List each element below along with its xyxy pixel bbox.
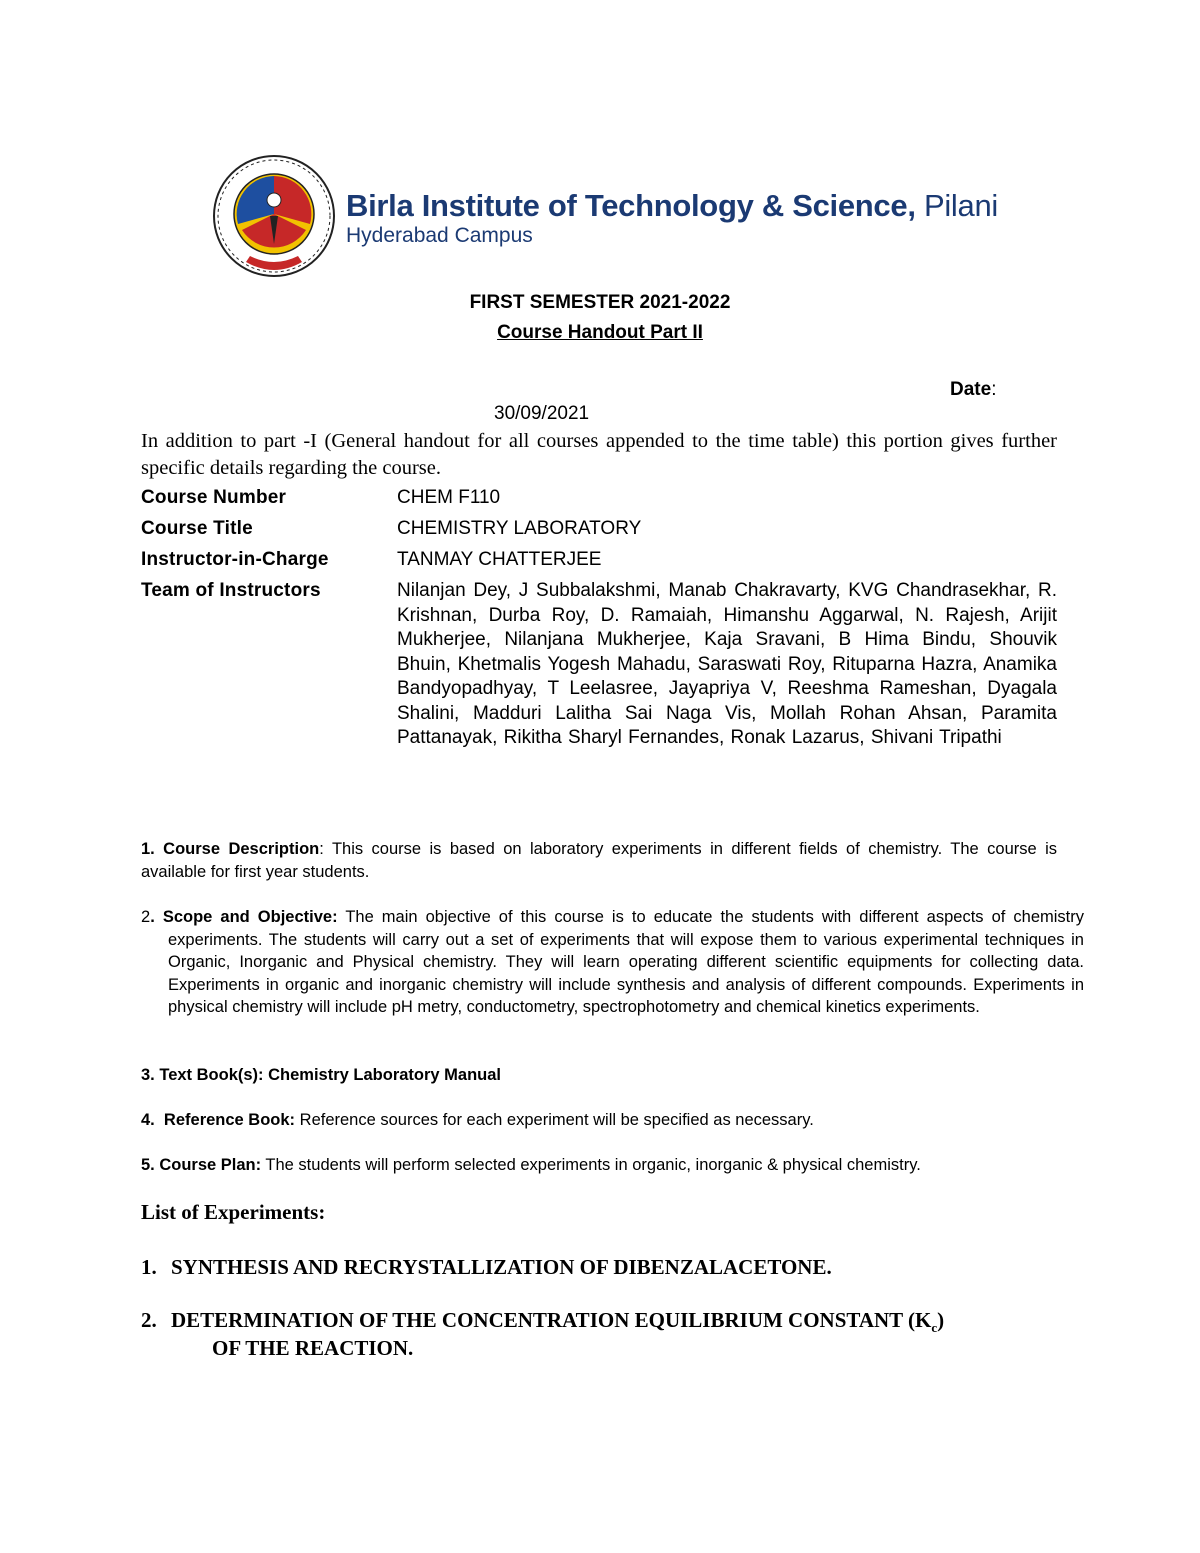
scope-and-objective: 2. Scope and Objective: The main objective of this course is to educate the students with different aspects of chemistry experiments. The students will carry out a set of experiments that will expose them to various experimental techniques in Organic, Inorganic and Physical chemistry. They will learn operating different scientific equipments for collecting data. Experiments in organic and inorganic chemistry will include synthesis and analysis of different compounds. Experiments in physical chemistry will include pH metry, conductometry, spectrophotometry and chemical kinetics experiments. (141, 908, 1084, 1016)
institute-city: Pilani (923, 188, 998, 223)
team-of-instructors-value: Nilanjan Dey, J Subbalakshmi, Manab Chakravarty, KVG Chandrasekhar, R. Krishnan, Durba Roy, D. Ramaiah, Himanshu Aggarwal, N. Rajesh, Arijit Mukherjee, Nilanjana Mukherjee, Kaja Sravani, B Hima Bindu, Shouvik Bhuin, Khetmalis Yogesh Mahadu, Saraswati Roy, Rituparna Hazra, Anamika Bandyopadhyay, T Leelasree, Jayapriya V, Reeshma Rameshan, Dyagala Shalini, Madduri Lalitha Sai Naga Vis, Mollah Rohan Ahsan, Paramita Pattanayak, Rikitha Sharyl Fernandes, Ronak Lazarus, Shivani Tripathi (397, 580, 1057, 748)
course-description-heading: 1. Course Description (141, 840, 320, 858)
experiment-item: 1. SYNTHESIS AND RECRYSTALLIZATION OF DIBENZALACETONE. (141, 1255, 832, 1279)
instructor-in-charge-value: TANMAY CHATTERJEE (397, 549, 602, 570)
date-label: Date: (950, 379, 997, 400)
experiment-item: 2. DETERMINATION OF THE CONCENTRATION EQUILIBRIUM CONSTANT $(K_c)$ (141, 1308, 945, 1336)
reference-book (141, 1109, 1057, 1132)
handout-title: Course Handout Part II (497, 322, 703, 343)
course-number-value: CHEM F110 (397, 487, 501, 508)
reference-book-text: Reference sources for each experiment will be specified as necessary. (295, 1111, 814, 1129)
scope-text: The main objective of this course is to educate the students with different aspects of chemistry experiments. The students will carry out a set of experiments that will expose them to various experimental techniques in Organic, Inorganic and Physical chemistry. They will learn operating different scientific equipments for collecting data. Experiments in organic and inorganic chemistry will include synthesis and analysis of different compounds. Experiments in physical chemistry will include pH metry, conductometry, spectrophotometry and chemical kinetics experiments. (168, 908, 1084, 1016)
institute-name: Birla Institute of Technology & Science, Pilani (346, 188, 998, 223)
course-title-value: CHEMISTRY LABORATORY (397, 518, 642, 539)
campus-name: Hyderabad Campus (346, 224, 533, 247)
course-number-label: Course Number (141, 487, 287, 508)
team-of-instructors-label: Team of Instructors (141, 580, 321, 601)
course-description-text: : This course is based on laboratory experiments in different fields of chemistry. The course is available for first year students. (141, 840, 1058, 881)
instructor-in-charge-label: Instructor-in-Charge (141, 549, 329, 570)
date-value: 30/09/2021 (494, 403, 590, 424)
course-plan (141, 1154, 1057, 1177)
course-title-label: Course Title (141, 518, 253, 539)
intro-paragraph: In addition to part -I (General handout for all courses appended to the time table) this portion gives further specific details regarding the course. (141, 430, 1057, 479)
text-books (141, 1064, 1057, 1087)
scope-heading: . Scope and Objective: (150, 908, 338, 926)
institute-logo (212, 148, 998, 290)
institute-seal-icon (212, 154, 336, 278)
reference-book-heading: 4. Reference Book: (141, 1111, 296, 1129)
course-description (141, 838, 1057, 883)
text-books-heading: 3. Text Book(s): Chemistry Laboratory Manual (141, 1066, 502, 1084)
course-plan-text: The students will perform selected experiments in organic, inorganic & physical chemistry. (261, 1156, 921, 1174)
experiment-item-continuation: OF THE REACTION. (212, 1336, 414, 1360)
semester-title: FIRST SEMESTER 2021-2022 (469, 292, 731, 313)
course-plan-heading: 5. Course Plan: (141, 1156, 262, 1174)
experiments-heading: List of Experiments: (141, 1200, 326, 1224)
